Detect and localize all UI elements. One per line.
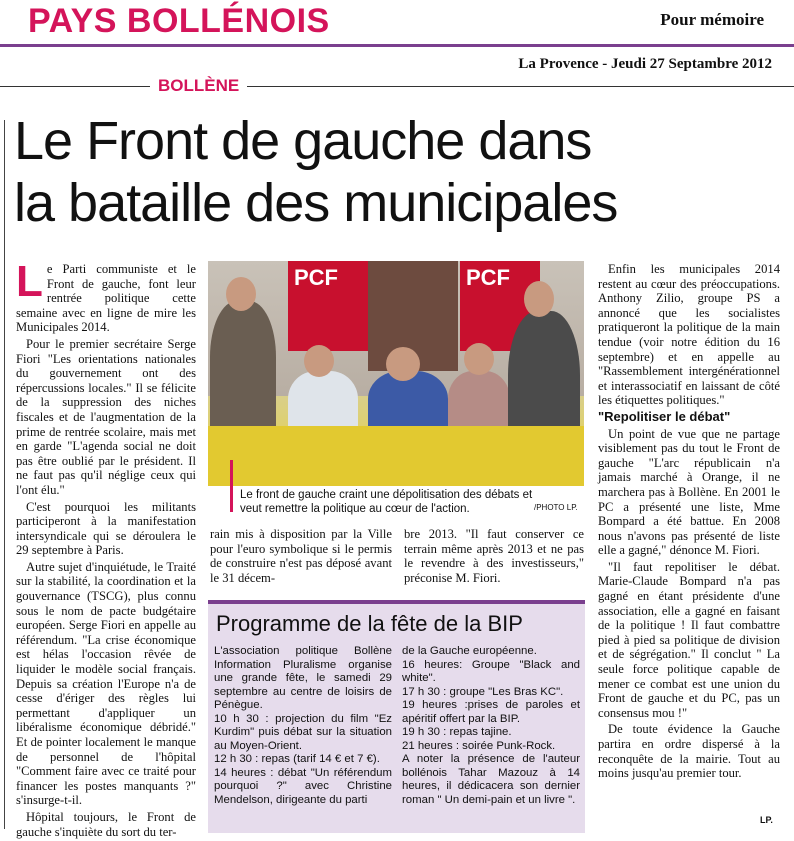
article-column-1 bbox=[16, 257, 196, 841]
program-item: 12 h 30 : repas (tarif 14 € et 7 €). bbox=[214, 753, 380, 765]
article-photo bbox=[208, 261, 584, 486]
program-item: A noter la présence de l'auteur bollénois Tahar Mazouz à 14 heures, il dédicacera son dernier roman " Un demi-pain et un livre ". bbox=[402, 753, 580, 806]
program-item: 19 h 30 : repas tajine. bbox=[402, 726, 512, 738]
person bbox=[210, 301, 276, 441]
article-column-3 bbox=[404, 527, 584, 587]
memo-label: Pour mémoire bbox=[660, 10, 764, 29]
person-head bbox=[226, 277, 256, 311]
dropcap: L bbox=[16, 257, 43, 306]
paragraph: Autre sujet d'inquiétude, le Traité sur la stabilité, la coordination et la gouvernance (TSCG), plus connu sous le nom de pacte budgétaire européen. Serge Fiori en appelle au référendum. "La crise économique est hélas l'occasion rêvée de liquider le modèle social français. Depuis sa création l'Europe n'a de cesse d'ériger des règles lui permettant d'appliquer un libéralisme économique débridé." Et de pointer localement le manque de personnel de l'hôpital "Comment faire avec ce traité pour financer les postes manquants ?" s'insurge-t-il. bbox=[16, 559, 196, 808]
program-item: 19 heures :prises de paroles et apéritif offert par la BIP. bbox=[402, 699, 580, 725]
photo-credit: /PHOTO LP. bbox=[534, 503, 578, 512]
program-item: 10 h 30 : projection du film "Ez Kurdim" puis débat sur la situation au Moyen-Orient. bbox=[214, 712, 392, 752]
paragraph: Un point de vue que ne partage visiblement pas du tout le Front de gauche "L'arc républicain n'a jamais marché à Orange, il ne marchera pas à Bollène. En 2001 le PC a présenté une liste, Mme Bompard a été battue. En 2008 nous n'avons pas présenté de liste elle a gagné," dénonce M. Fiori. bbox=[598, 426, 780, 558]
program-column-right bbox=[402, 645, 580, 807]
paragraph: rain mis à disposition par la Ville pour l'euro symbolique si le permis de construire n'est pas déposé avant le 31 décem- bbox=[210, 527, 392, 585]
paragraph: Pour le premier secrétaire Serge Fiori "Les orientations nationales du gouvernement ont des répercussions locales." Il se félicite de la suppression des niches fiscales et de l'augmentation de la prime de rentrée scolaire, mais met en garde "L'agenda social ne doit pas être oublié par le président. Il ne faut pas qu'il néglige ceux qui l'ont élu." bbox=[16, 336, 196, 497]
article-column-2 bbox=[210, 527, 392, 587]
section-title: PAYS BOLLÉNOIS bbox=[28, 2, 330, 40]
author-signature: LP. bbox=[760, 815, 773, 825]
caption-accent bbox=[230, 460, 233, 512]
paragraph: bre 2013. "Il faut conserver ce terrain même après 2013 et ne pas le revendre à des investisseurs," préconise M. Fiori. bbox=[404, 527, 584, 585]
paragraph: Enfin les municipales 2014 restent au cœur des préoccupations. Anthony Zilio, groupe PS a annoncé que les socialistes pratiqueront la politique de la main tendue (voir notre édition du 16 septembre) et en appelle au "Rassemblement intergénérationnel et interassociatif en laissant de côté les étiquettes politiques." bbox=[598, 262, 780, 408]
person-head bbox=[304, 345, 334, 377]
pcf-poster-left: PCF bbox=[288, 261, 368, 351]
person-head bbox=[386, 347, 420, 381]
subheading: "Repolitiser le débat" bbox=[598, 408, 731, 424]
rubric-label: BOLLÈNE bbox=[150, 76, 247, 96]
headline bbox=[14, 110, 784, 234]
program-column-left bbox=[214, 645, 392, 807]
pcf-poster-right: PCF bbox=[460, 261, 540, 351]
program-item: L'association politique Bollène Information Pluralisme organise une grande fête, le samedi 29 septembre au centre de loisirs de Pénègue. bbox=[214, 645, 392, 711]
person-head bbox=[524, 281, 554, 317]
paragraph: C'est pourquoi les militants participeront à la manifestation intersyndicale qui se déroulera le 29 septembre à Paris. bbox=[16, 499, 196, 558]
program-item: 17 h 30 : groupe "Les Bras KC". bbox=[402, 685, 564, 698]
program-item: 21 heures : soirée Punk-Rock. bbox=[402, 739, 556, 752]
left-border bbox=[4, 120, 5, 829]
header-rule bbox=[0, 44, 794, 47]
headline-line-1: Le Front de gauche dans bbox=[14, 111, 592, 171]
table bbox=[208, 426, 584, 486]
paragraph: De toute évidence la Gauche partira en ordre dispersé à la reconquête de la mairie. Tout au moins jusqu'au premier tour. bbox=[598, 722, 780, 781]
person-head bbox=[464, 343, 494, 375]
dateline: La Provence - Jeudi 27 Septambre 2012 bbox=[518, 56, 772, 72]
photo-caption: Le front de gauche craint une dépolitisation des débats et veut remettre la politique au cœur de l'action. bbox=[240, 489, 533, 515]
paragraph: "Il faut repolitiser le débat. Marie-Claude Bompard n'a pas gagné en étant présidente d'une association, elle a gagné en faisant de la politique ! Il faut combattre pied à pied sa politique de division et de ségrégation." Il conclut " La seule force politique capable de mener ce combat est une union du Front de gauche et du PC, pas un consensus mou !" bbox=[598, 559, 780, 720]
paragraph: e Parti communiste et le Front de gauche, font leur rentrée politique cette semaine avec en ligne de mire les Municipales 2014. bbox=[16, 262, 196, 335]
program-item: de la Gauche européenne. bbox=[402, 645, 537, 657]
headline-line-2: la bataille des municipales bbox=[14, 173, 618, 233]
program-item: 14 heures : débat "Un référendum pourquoi ?" avec Christine Mendelson, dirigeante du parti bbox=[214, 766, 392, 806]
paragraph: Hôpital toujours, le Front de gauche s'inquiète du sort du ter- bbox=[16, 809, 196, 839]
program-item: 16 heures: Groupe "Black and white". bbox=[402, 658, 580, 684]
rubric-rule bbox=[0, 86, 794, 87]
article-column-4 bbox=[598, 262, 780, 783]
program-box-title: Programme de la fête de la BIP bbox=[216, 611, 523, 636]
